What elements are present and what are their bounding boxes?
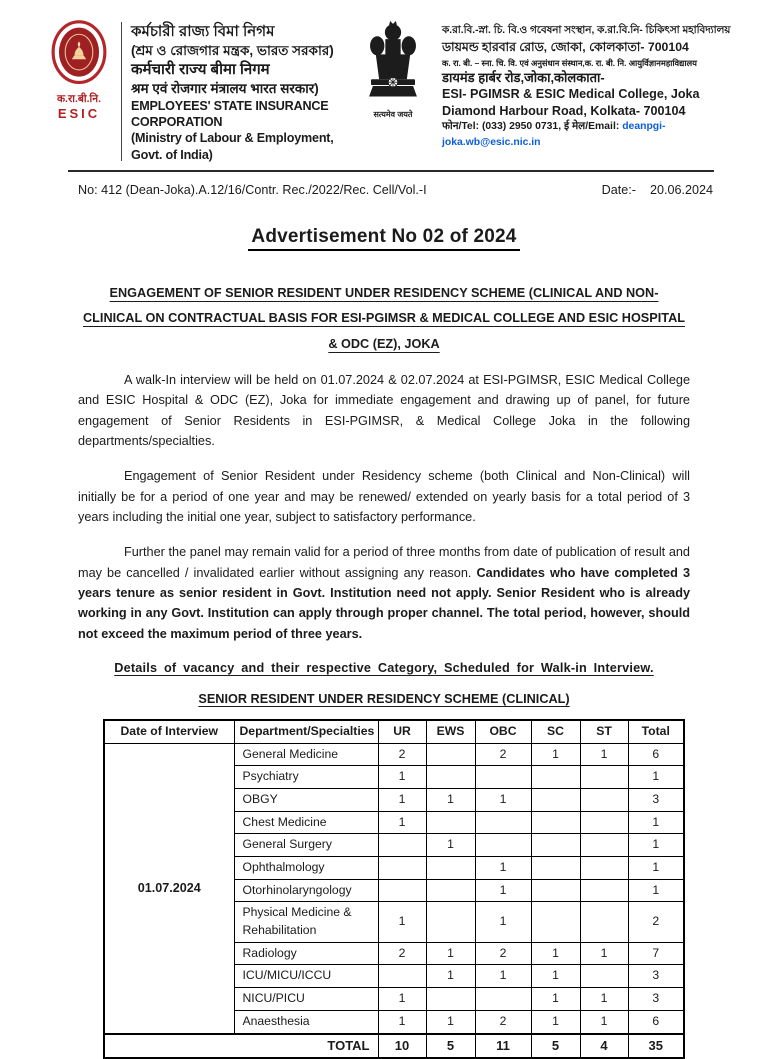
count-cell-obc — [475, 834, 531, 857]
header-ews: EWS — [426, 720, 475, 743]
count-cell-obc: 1 — [475, 857, 531, 880]
date-group — [602, 183, 713, 197]
count-cell-ews — [426, 902, 475, 942]
paragraph-panel-validity — [78, 542, 690, 644]
department-cell: Physical Medicine & Rehabilitation — [234, 902, 378, 942]
count-cell-sc — [531, 766, 580, 789]
department-cell: Ophthalmology — [234, 857, 378, 880]
count-cell-sc — [531, 879, 580, 902]
institute-address-hindi: डायमंड हार्बर रोड,जोका,कोलकाता- — [442, 70, 605, 86]
department-cell: ICU/MICU/ICCU — [234, 965, 378, 988]
table-total-row — [104, 1034, 684, 1059]
count-cell-total: 2 — [628, 902, 684, 942]
org-name-bengali: কর্মচারী রাজ্য বিমা নিগম — [131, 23, 275, 40]
count-cell-total: 6 — [628, 743, 684, 766]
count-cell-sc: 1 — [531, 965, 580, 988]
count-cell-ews — [426, 766, 475, 789]
org-name-block — [131, 20, 350, 163]
count-cell-obc — [475, 766, 531, 789]
count-cell-ews: 1 — [426, 965, 475, 988]
advertisement-title: Advertisement No 02 of 2024 — [248, 226, 519, 251]
institute-address-block — [442, 20, 744, 150]
count-cell-obc: 1 — [475, 788, 531, 811]
count-cell-obc: 2 — [475, 743, 531, 766]
header-ur: UR — [378, 720, 426, 743]
count-cell-st — [580, 834, 628, 857]
org-ministry-bengali: (শ্রম ও রোজগার মন্ত্রক, ভারত সরকার) — [131, 43, 334, 59]
header-total: Total — [628, 720, 684, 743]
count-cell-st — [580, 857, 628, 880]
department-cell: OBGY — [234, 788, 378, 811]
total-count-cell-ur: 10 — [378, 1034, 426, 1059]
header-obc: OBC — [475, 720, 531, 743]
count-cell-st — [580, 965, 628, 988]
institute-address-english: Diamond Harbour Road, Kolkata- 700104 — [442, 103, 686, 118]
count-cell-ur — [378, 879, 426, 902]
eligibility-bold-text: Candidates who have completed 3 years tenure as senior resident in Govt. Institution need not apply. Senior Resident who is already working in any Govt. Institution can apply through proper channel. The total period, however, should not exceed the maximum period of three years. — [78, 565, 690, 641]
interview-date-cell: 01.07.2024 — [104, 743, 234, 1033]
count-cell-sc — [531, 788, 580, 811]
ashoka-emblem-icon — [350, 20, 436, 108]
vacancy-details-heading: Details of vacancy and their respective Category, Scheduled for Walk-in Interview. — [114, 660, 654, 675]
count-cell-st — [580, 766, 628, 789]
org-ministry-hindi: श्रम एवं रोजगार मंत्रालय भारत सरकार) — [131, 80, 319, 96]
count-cell-ews — [426, 743, 475, 766]
count-cell-ews — [426, 988, 475, 1011]
table-header-row — [104, 720, 684, 743]
header-date-of-interview: Date of Interview — [104, 720, 234, 743]
count-cell-total: 7 — [628, 942, 684, 965]
table-row — [104, 743, 684, 766]
paragraph-engagement-period: Engagement of Senior Resident under Residency scheme (both Clinical and Non-Clinical) will initially be for a period of one year and may be renewed/ extended on yearly basis for a total period of 3 years including the initial one year, subject to satisfactory performance. — [78, 469, 690, 525]
institute-name-english: ESI- PGIMSR & ESIC Medical College, Joka — [442, 87, 700, 102]
subject-heading: ENGAGEMENT OF SENIOR RESIDENT UNDER RESIDENCY SCHEME (CLINICAL AND NON-CLINICAL ON CONTRACTUAL BASIS FOR ESI-PGIMSR & MEDICAL COLLEGE AND ESIC HOSPITAL & ODC (EZ), JOKA — [83, 285, 685, 351]
count-cell-st: 1 — [580, 743, 628, 766]
count-cell-sc: 1 — [531, 942, 580, 965]
org-ministry-english: (Ministry of Labour & Employment, Govt. of India) — [131, 131, 334, 162]
count-cell-sc — [531, 857, 580, 880]
count-cell-total: 3 — [628, 965, 684, 988]
org-name-english: EMPLOYEES' STATE INSURANCE CORPORATION — [131, 98, 329, 129]
count-cell-st: 1 — [580, 942, 628, 965]
department-cell: Radiology — [234, 942, 378, 965]
count-cell-ur: 1 — [378, 766, 426, 789]
header-st: ST — [580, 720, 628, 743]
count-cell-ur: 1 — [378, 988, 426, 1011]
national-emblem-block — [350, 20, 436, 120]
department-cell: Chest Medicine — [234, 811, 378, 834]
count-cell-obc: 1 — [475, 965, 531, 988]
total-count-cell-obc: 11 — [475, 1034, 531, 1059]
count-cell-total: 3 — [628, 788, 684, 811]
total-count-cell-ews: 5 — [426, 1034, 475, 1059]
header-divider-rule — [68, 170, 714, 172]
total-label-cell: TOTAL — [104, 1034, 378, 1059]
vacancy-table — [103, 719, 685, 1059]
department-cell: General Surgery — [234, 834, 378, 857]
count-cell-ews: 1 — [426, 788, 475, 811]
count-cell-total: 1 — [628, 879, 684, 902]
count-cell-total: 3 — [628, 988, 684, 1011]
count-cell-ur: 2 — [378, 942, 426, 965]
letterhead — [0, 0, 768, 163]
header-sc: SC — [531, 720, 580, 743]
header-vertical-divider — [121, 22, 122, 161]
count-cell-total: 1 — [628, 857, 684, 880]
count-cell-ur: 1 — [378, 788, 426, 811]
esic-logo-block — [46, 20, 112, 121]
count-cell-sc: 1 — [531, 743, 580, 766]
header-department: Department/Specialties — [234, 720, 378, 743]
panel-validity-text: Further the panel may remain valid for a period of three months from date of publication of result and may be cancelled / invalidated earlier without assigning any reason. — [78, 545, 690, 580]
date-label: Date:- — [601, 182, 636, 197]
title-wrap — [0, 226, 768, 251]
department-cell: NICU/PICU — [234, 988, 378, 1011]
count-cell-ur: 1 — [378, 902, 426, 942]
count-cell-st — [580, 788, 628, 811]
total-count-cell-sc: 5 — [531, 1034, 580, 1059]
satyameva-jayate-caption: सत्यमेव जयते — [373, 110, 413, 119]
count-cell-sc — [531, 811, 580, 834]
count-cell-obc: 2 — [475, 1010, 531, 1033]
count-cell-ur: 1 — [378, 811, 426, 834]
count-cell-ur: 1 — [378, 1010, 426, 1033]
count-cell-ur: 2 — [378, 743, 426, 766]
count-cell-ews — [426, 857, 475, 880]
count-cell-ews — [426, 811, 475, 834]
count-cell-st — [580, 879, 628, 902]
email-link[interactable]: deanpgi-joka.wb@esic.nic.in — [442, 120, 666, 148]
count-cell-st: 1 — [580, 1010, 628, 1033]
date-value: 20.06.2024 — [649, 182, 713, 197]
count-cell-obc: 1 — [475, 902, 531, 942]
count-cell-ur — [378, 857, 426, 880]
paragraph-walkin-interview: A walk-In interview will be held on 01.07.2024 & 02.07.2024 at ESI-PGIMSR, ESIC Medical College and ESIC Hospital & ODC (EZ), Joka for immediate engagement and drawing up of panel, for future engagement of Senior Residents in ESI-PGIMSR, & Medical College Joka in the following departments/specialties. — [78, 373, 690, 449]
count-cell-st — [580, 902, 628, 942]
esic-emblem-icon — [50, 73, 108, 90]
count-cell-obc — [475, 988, 531, 1011]
department-cell: General Medicine — [234, 743, 378, 766]
count-cell-st — [580, 811, 628, 834]
count-cell-total: 1 — [628, 811, 684, 834]
reference-number: No: 412 (Dean-Joka).A.12/16/Contr. Rec./2022/Rec. Cell/Vol.-I — [78, 182, 427, 197]
count-cell-ur — [378, 834, 426, 857]
total-count-cell-st: 4 — [580, 1034, 628, 1059]
count-cell-obc: 1 — [475, 879, 531, 902]
total-count-cell-total: 35 — [628, 1034, 684, 1059]
count-cell-sc — [531, 902, 580, 942]
count-cell-obc: 2 — [475, 942, 531, 965]
count-cell-st: 1 — [580, 988, 628, 1011]
count-cell-ews — [426, 879, 475, 902]
count-cell-sc: 1 — [531, 1010, 580, 1033]
department-cell: Psychiatry — [234, 766, 378, 789]
count-cell-ur — [378, 965, 426, 988]
count-cell-ews: 1 — [426, 834, 475, 857]
count-cell-sc: 1 — [531, 988, 580, 1011]
contact-line — [442, 119, 744, 150]
count-cell-total: 1 — [628, 834, 684, 857]
esic-abbr-english: ESIC — [57, 105, 101, 121]
count-cell-ews: 1 — [426, 1010, 475, 1033]
org-name-hindi: कर्मचारी राज्य बीमा निगम — [131, 61, 270, 79]
department-cell: Otorhinolaryngology — [234, 879, 378, 902]
institute-name-bengali: ক.রা.বি.-স্না. চি. বি.ও গবেষনা সংস্থান, ক.রা.বি.নি- চিকিৎসা মহাবিদ্যালয় — [442, 25, 731, 36]
count-cell-total: 6 — [628, 1010, 684, 1033]
reference-line — [78, 183, 713, 197]
phone-label: फोन/Tel: (033) 2950 0731, ई मेल/Email: — [442, 120, 623, 132]
count-cell-obc — [475, 811, 531, 834]
esic-abbr-hindi: क.रा.बी.नि. — [56, 93, 101, 105]
count-cell-total: 1 — [628, 766, 684, 789]
institute-name-hindi: क. रा. बी. – स्ना. चि. वि. एवं अनुसंधान संस्थान,क. रा. बी. नि. आयुर्विज्ञानमहाविद्यालय — [442, 57, 697, 68]
institute-address-bengali: ডায়মন্ড হারবার রোড, জোকা, কোলকাতা- 700104 — [442, 39, 689, 54]
count-cell-ews: 1 — [426, 942, 475, 965]
scheme-clinical-heading: SENIOR RESIDENT UNDER RESIDENCY SCHEME (CLINICAL) — [198, 691, 570, 706]
count-cell-sc — [531, 834, 580, 857]
department-cell: Anaesthesia — [234, 1010, 378, 1033]
